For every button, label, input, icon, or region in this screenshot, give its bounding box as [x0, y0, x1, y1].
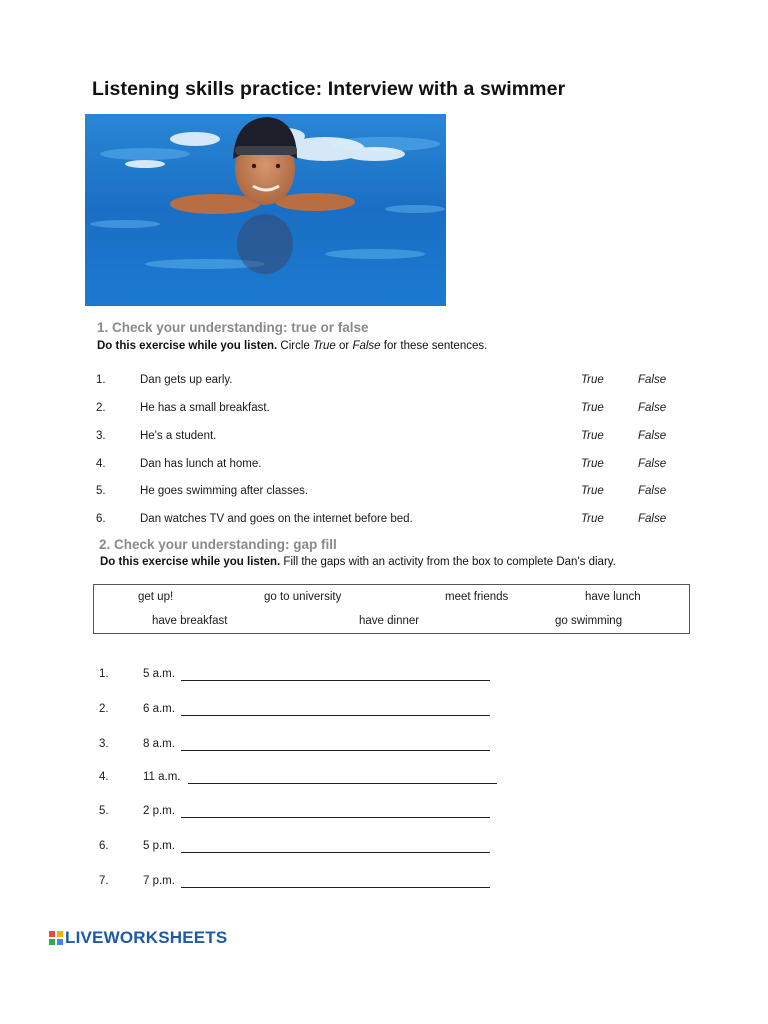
answer-blank[interactable]: [181, 715, 490, 716]
true-option[interactable]: True: [581, 402, 604, 414]
answer-blank[interactable]: [181, 750, 490, 751]
gap-time: 11 a.m.: [143, 771, 181, 783]
answer-blank[interactable]: [188, 783, 497, 784]
answer-blank[interactable]: [181, 680, 490, 681]
gap-time: 5 p.m.: [143, 840, 175, 852]
tf-item-1: 1. Dan gets up early. True False: [96, 374, 667, 386]
false-option[interactable]: False: [638, 458, 667, 470]
word-option: have dinner: [359, 615, 420, 627]
tf-item-6: 6. Dan watches TV and goes on the internet before bed. True False: [96, 513, 667, 525]
tf-item-5: 5. He goes swimming after classes. True False: [96, 485, 667, 497]
word-option: have breakfast: [152, 615, 228, 627]
gap-time: 7 p.m.: [143, 875, 175, 887]
answer-blank[interactable]: [181, 852, 490, 853]
word-option: go to university: [264, 591, 342, 603]
tf-sentence: He goes swimming after classes.: [140, 485, 309, 497]
word-box: [93, 584, 690, 634]
true-option[interactable]: True: [581, 430, 604, 442]
tf-item-4: 4. Dan has lunch at home. True False: [96, 458, 667, 470]
section1-heading: 1. Check your understanding: true or false: [97, 320, 369, 335]
section1-instruction: Do this exercise while you listen. Circle True or False for these sentences.: [97, 340, 488, 352]
tf-sentence: Dan has lunch at home.: [140, 458, 262, 470]
false-option[interactable]: False: [638, 402, 667, 414]
word-option: have lunch: [585, 591, 641, 603]
false-option[interactable]: False: [638, 374, 667, 386]
swimmer-photo: [85, 114, 446, 306]
answer-blank[interactable]: [181, 887, 490, 888]
gap-time: 8 a.m.: [143, 738, 175, 750]
logo-text: LIVEWORKSHEETS: [65, 928, 228, 947]
word-option: meet friends: [445, 591, 509, 603]
true-option[interactable]: True: [581, 374, 604, 386]
tf-sentence: Dan watches TV and goes on the internet before bed.: [140, 513, 413, 525]
gap-time: 6 a.m.: [143, 703, 175, 715]
true-option[interactable]: True: [581, 458, 604, 470]
gap-time: 5 a.m.: [143, 668, 175, 680]
page-title: Listening skills practice: Interview with a swimmer: [92, 78, 566, 100]
section2-instruction: Do this exercise while you listen. Fill the gaps with an activity from the box to complete Dan's diary.: [100, 556, 616, 568]
section2-heading: 2. Check your understanding: gap fill: [99, 537, 337, 552]
word-option: go swimming: [555, 615, 623, 627]
liveworksheets-logo-icon: [49, 931, 63, 945]
liveworksheets-logo[interactable]: [49, 928, 227, 948]
false-option[interactable]: False: [638, 513, 667, 525]
false-option[interactable]: False: [638, 430, 667, 442]
tf-item-2: 2. He has a small breakfast. True False: [96, 402, 667, 414]
tf-sentence: He has a small breakfast.: [140, 402, 270, 414]
tf-sentence: He's a student.: [140, 430, 217, 442]
tf-sentence: Dan gets up early.: [140, 374, 233, 386]
word-option: get up!: [138, 591, 174, 603]
answer-blank[interactable]: [181, 817, 490, 818]
gap-time: 2 p.m.: [143, 805, 175, 817]
false-option[interactable]: False: [638, 485, 667, 497]
true-option[interactable]: True: [581, 513, 604, 525]
true-option[interactable]: True: [581, 485, 604, 497]
tf-item-3: 3. He's a student. True False: [96, 430, 667, 442]
